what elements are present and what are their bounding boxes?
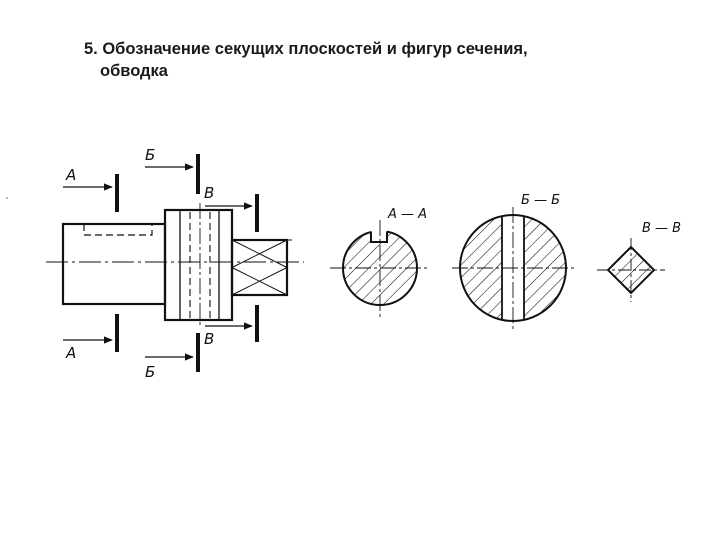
title-line-2: обводка (100, 62, 168, 80)
section-aa-caption: А — А (388, 207, 428, 222)
title-line-1: 5. Обозначение секущих плоскостей и фигур сечения, (84, 40, 528, 58)
section-vv-caption: В — В (642, 221, 682, 236)
shaft-collar (165, 210, 232, 320)
shaft-left-step (63, 224, 165, 304)
section-bb (452, 193, 576, 331)
cutting-plane-a (63, 166, 117, 362)
plane-a-label-bottom: А (66, 344, 77, 362)
section-bb-caption: Б — Б (521, 193, 561, 208)
section-vv (597, 221, 681, 302)
plane-b-label-bottom: Б (145, 363, 156, 381)
shaft-view (46, 203, 304, 327)
plane-a-label-top: А (66, 166, 77, 184)
section-aa (330, 207, 430, 318)
plane-b-label-top: Б (145, 146, 156, 164)
plane-v-label-top: В (204, 184, 215, 202)
plane-v-label-bottom: В (204, 330, 215, 348)
shaft-square-end (232, 240, 287, 295)
cutting-plane-v (204, 184, 257, 348)
cutting-plane-b (145, 146, 198, 381)
keyway-hidden-line (84, 224, 152, 235)
